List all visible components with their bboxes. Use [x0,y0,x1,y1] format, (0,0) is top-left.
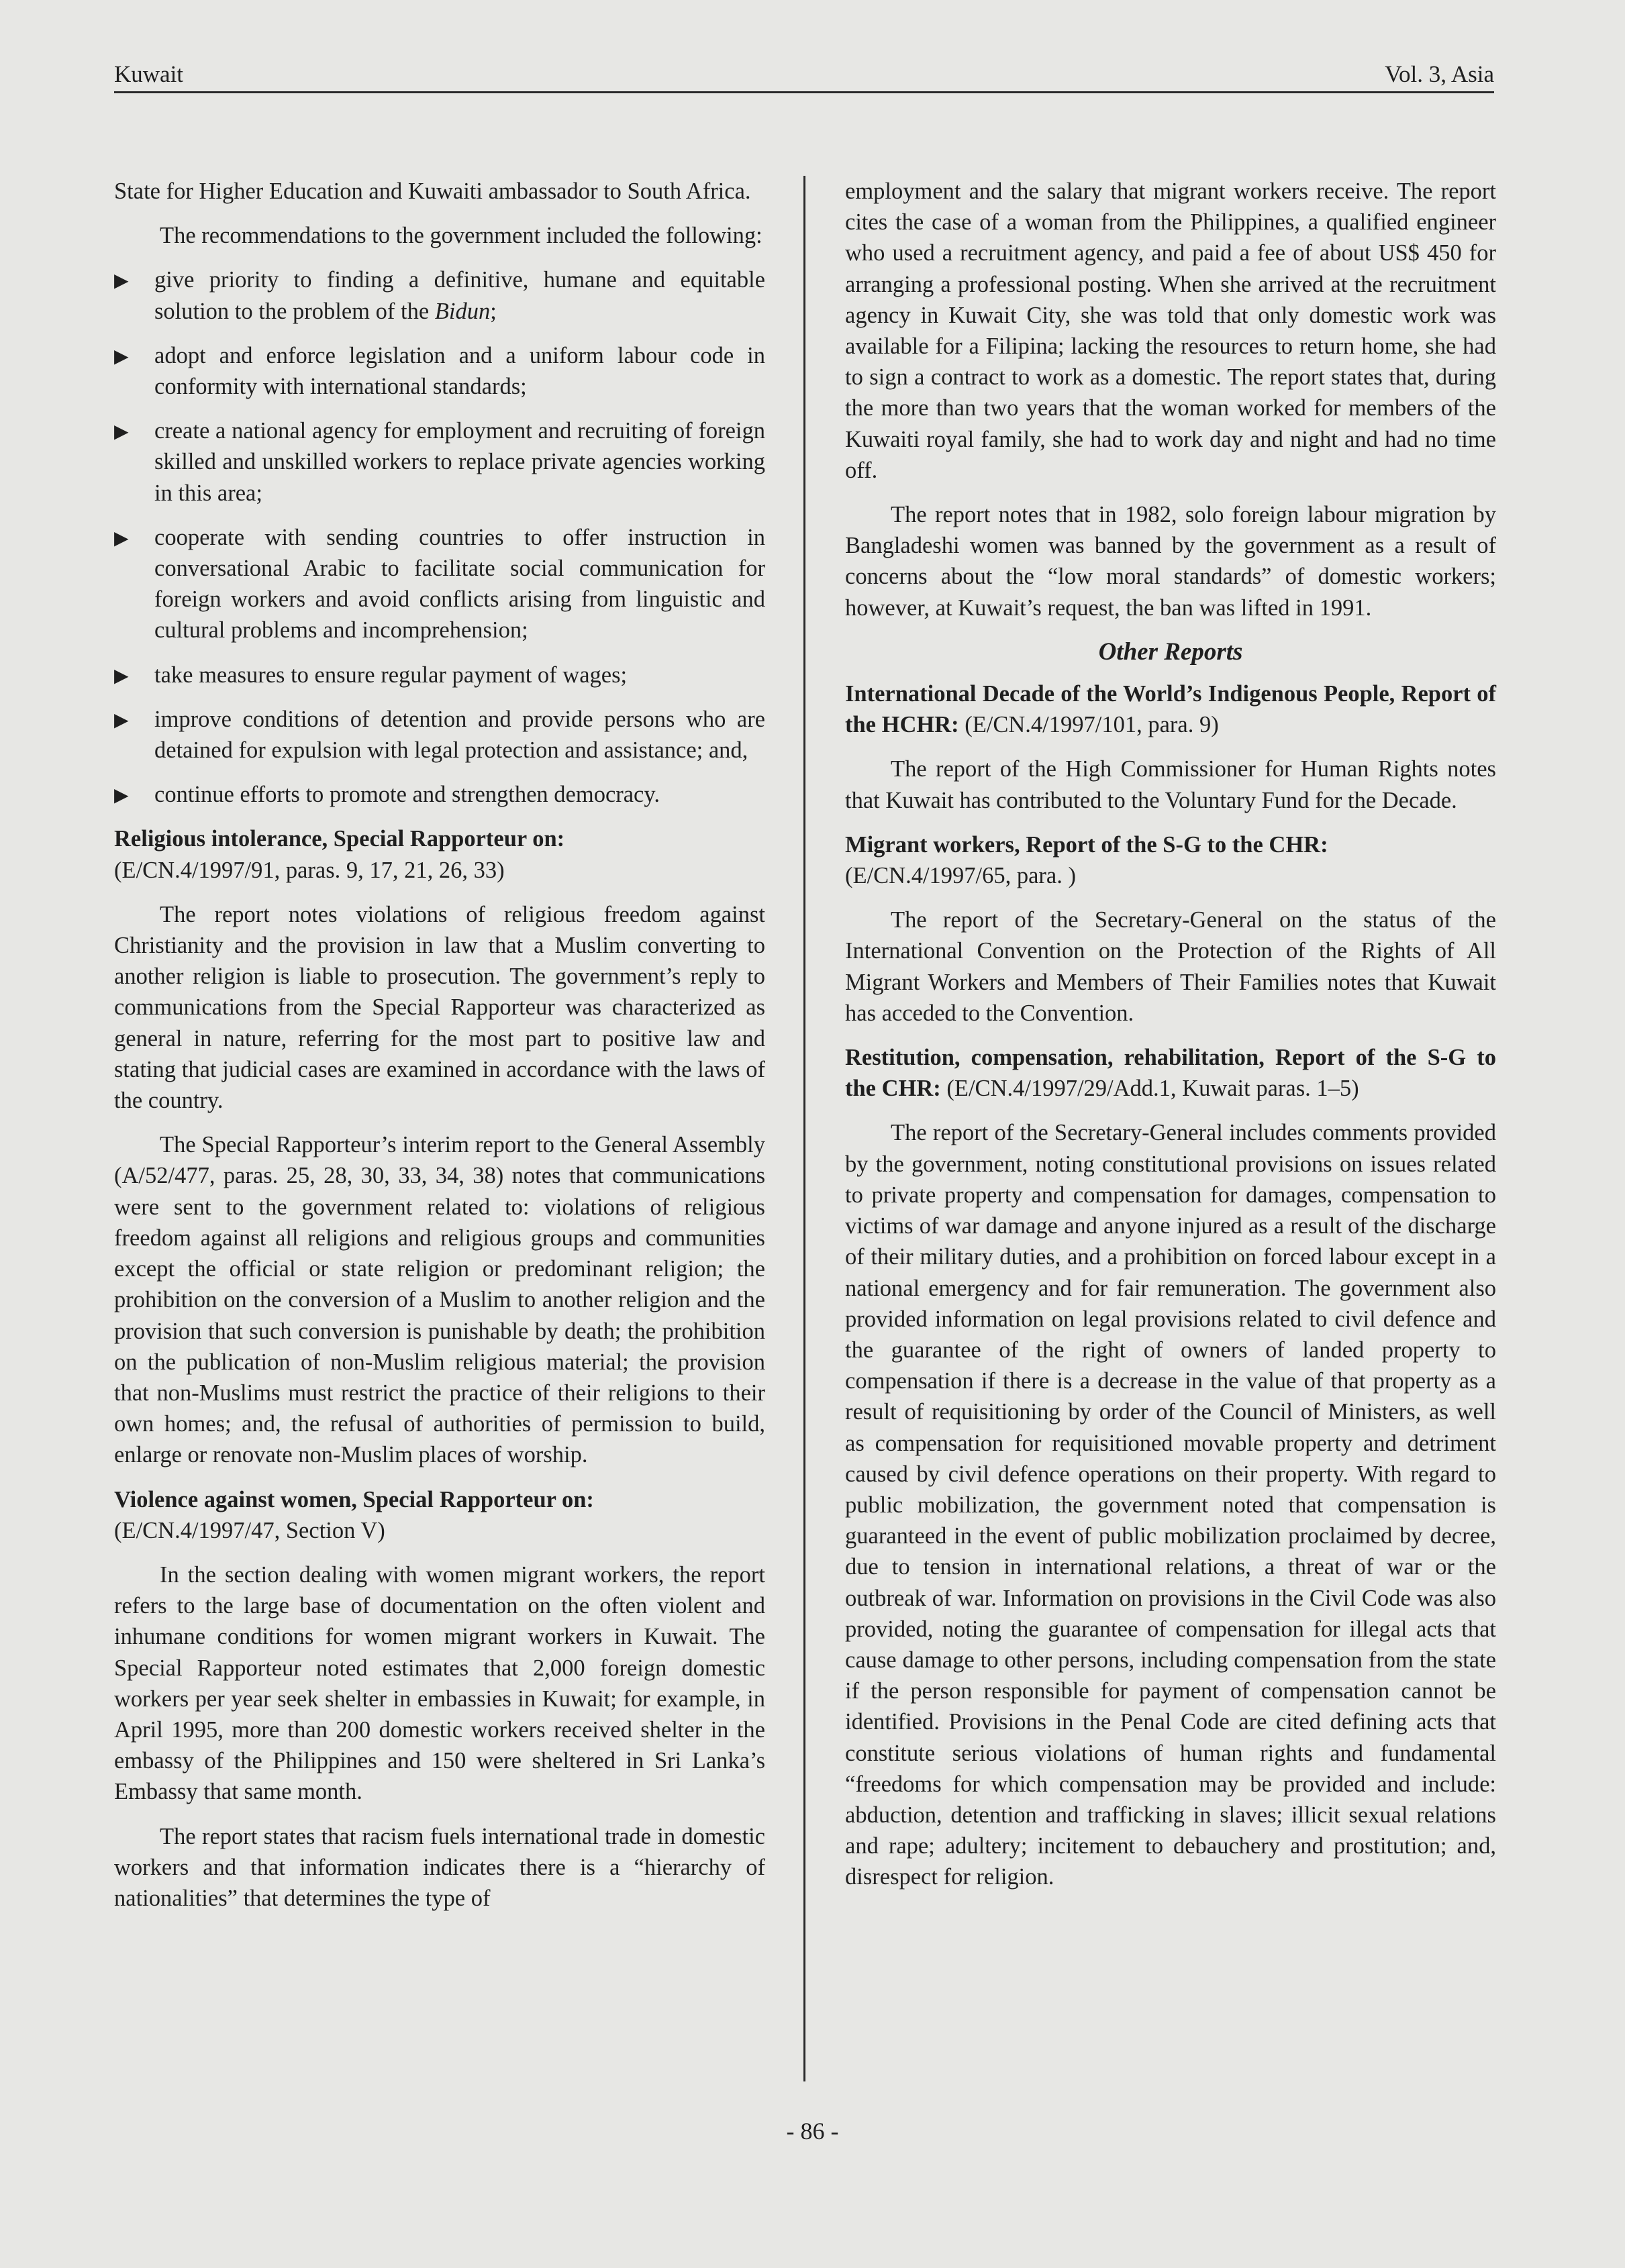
paragraph: employment and the salary that migrant workers receive. The report cites the case of a woman from the Philippines, a qualified engineer who used a recruitment agency, and paid a fee of about US$ 450 for arranging a professional posting. When she arrived at the recruitment agency in Kuwait City, she was told that only domestic work was available for a Filipina; lacking the resources to return home, she had to sign a contract to work as a domestic. The report states that, during the more than two years that the woman worked for members of the Kuwaiti royal family, she had to work day and night and had no time off. [845,178,1496,483]
section-heading [114,823,765,885]
section-heading [114,1484,765,1546]
bullet-arrow-icon: ▶ [114,421,129,443]
section-heading [845,678,1496,740]
bullet-arrow-icon: ▶ [114,270,129,292]
heading-reference: (E/CN.4/1997/29/Add.1, Kuwait paras. 1–5) [940,1076,1359,1102]
right-column [845,176,1496,1906]
heading-title: Restitution, compensation, rehabilitation, Report of the S-G to the CHR: [845,1045,1496,1102]
list-item: ▶ give priority to finding a definitive, humane and equitable solution to the problem of the Bidun; [114,267,765,324]
list-item: ▶ improve conditions of detention and provide persons who are detained for expulsion with legal protection and assistance; and, [114,706,765,764]
paragraph: The Special Rapporteur’s interim report to the General Assembly (A/52/477, paras. 25, 28, 30, 33, 34, 38) notes that communications were sent to the government related to: violations of religious freedom against all religions and religious groups and communities except the official or state religion or predominant religion; the prohibition on the conversion of a Muslim to another religion and the provision that such conversion is punishable by death; the prohibition on the publication of non-Muslim religious material; the provision that non-Muslims must restrict the practice of their religions to their own homes; and, the refusal of authorities of permission to build, enlarge or renovate non-Muslim places of worship. [114,1132,765,1468]
recommendations-list [114,264,765,810]
list-item: ▶ adopt and enforce legislation and a uniform labour code in conformity with international standards; [114,342,765,400]
paragraph: In the section dealing with women migrant workers, the report refers to the large base of documentation on the often violent and inhumane conditions for women migrant workers in Kuwait. The Special Rapporteur noted estimates that 2,000 foreign domestic workers per year seek shelter in embassies in Kuwait; for example, in April 1995, more than 200 domestic workers received shelter in the embassy of the Philippines and 150 were sheltered in Sri Lanka’s Embassy that same month. [114,1561,765,1805]
section-title: Other Reports [1098,637,1243,666]
heading-title: Violence against women, Special Rapporteur on: [114,1486,594,1512]
section-heading [845,1042,1496,1104]
heading-title: International Decade of the World’s Indigenous People, Report of the HCHR: [845,681,1496,738]
bullet-arrow-icon: ▶ [114,665,129,686]
emphasis: Bidun [434,298,491,324]
paragraph: State for Higher Education and Kuwaiti ambassador to South Africa. [114,178,751,204]
list-item: ▶ create a national agency for employment and recruiting of foreign skilled and unskilled workers to replace private agencies working in this area; [114,418,765,506]
bullet-arrow-icon: ▶ [114,346,129,367]
heading-title: Migrant workers, Report of the S-G to the CHR: [845,831,1328,858]
header-country: Kuwait [114,61,184,87]
paragraph: The report of the Secretary-General on the status of the International Convention on the Protection of the Rights of All Migrant Workers and Members of Their Families notes that Kuwait has acceded to the Convention. [845,907,1496,1026]
paragraph: The report of the Secretary-General includes comments provided by the government, noting constitutional provisions on issues related to private property and compensation for damages, compensation to victims of war damage and anyone injured as a result of the discharge of their military duties, and a prohibition on forced labour except in a national emergency and for fair remuneration. The government also provided information on legal provisions related to civil defence and the guarantee of the right of owners of landed property to compensation if there is a decrease in the value of that property as a result of requisitioning by order of the Council of Ministers, as well as compensation for requisitioned movable property and detriment caused by civil defence operations on their property. With regard to public mobilization, the government noted that compensation is guaranteed in the event of public mobilization proclaimed by decree, due to tension in international relations, a threat of war or the outbreak of war. Information on provisions in the Civil Code was also provided, noting the guarantee of compensation for illegal acts that cause damage to other persons, including compensation from the state if the person responsible for payment of compensation cannot be identified. Provisions in the Penal Code are cited defining acts that constitute serious violations of human rights and fundamental “freedoms for which compensation may be provided and include: abduction, detention and trafficking in slaves; illicit sexual relations and rape; adultery; incitement to debauchery and prostitution; and, disrespect for religion. [845,1120,1496,1890]
bullet-arrow-icon: ▶ [114,709,129,731]
heading-reference: (E/CN.4/1997/101, para. 9) [958,712,1219,738]
running-header [114,58,1494,93]
section-heading [845,829,1496,891]
list-item: ▶ cooperate with sending countries to offer instruction in conversational Arabic to facilitate social communication for foreign workers and avoid conflicts arising from linguistic and cultural problems and incomprehension; [114,524,765,643]
heading-reference: (E/CN.4/1997/47, Section V) [114,1517,385,1543]
list-item: ▶ take measures to ensure regular payment of wages; [114,660,765,690]
bullet-arrow-icon: ▶ [114,527,129,549]
paragraph: The report notes that in 1982, solo foreign labour migration by Bangladeshi women was banned by the government as a result of concerns about the “low moral standards” of domestic workers; however, at Kuwait’s request, the ban was lifted in 1991. [845,502,1496,621]
list-item: ▶ continue efforts to promote and strengthen democracy. [114,779,765,810]
paragraph: The report states that racism fuels international trade in domestic workers and that information indicates there is a “hierarchy of nationalities” that determines the type of [114,1823,765,1911]
heading-reference: (E/CN.4/1997/91, paras. 9, 17, 21, 26, 33) [114,857,505,883]
page-number: - 86 - [786,2118,839,2145]
paragraph: The report of the High Commissioner for Human Rights notes that Kuwait has contributed to the Voluntary Fund for the Decade. [845,756,1496,813]
heading-title: Religious intolerance, Special Rapporteur on: [114,826,565,852]
left-column [114,176,765,1927]
paragraph: The report notes violations of religious freedom against Christianity and the provision in law that a Muslim converting to another religion is liable to prosecution. The government’s reply to communications from the Special Rapporteur was characterized as general in nature, referring for the most part to positive law and stating that judicial cases are examined in accordance with the laws of the country. [114,901,765,1114]
header-volume: Vol. 3, Asia [1385,61,1494,87]
bullet-arrow-icon: ▶ [114,785,129,807]
paragraph: The recommendations to the government included the following: [160,223,762,249]
column-divider [803,176,805,2081]
heading-reference: (E/CN.4/1997/65, para. ) [845,863,1076,889]
